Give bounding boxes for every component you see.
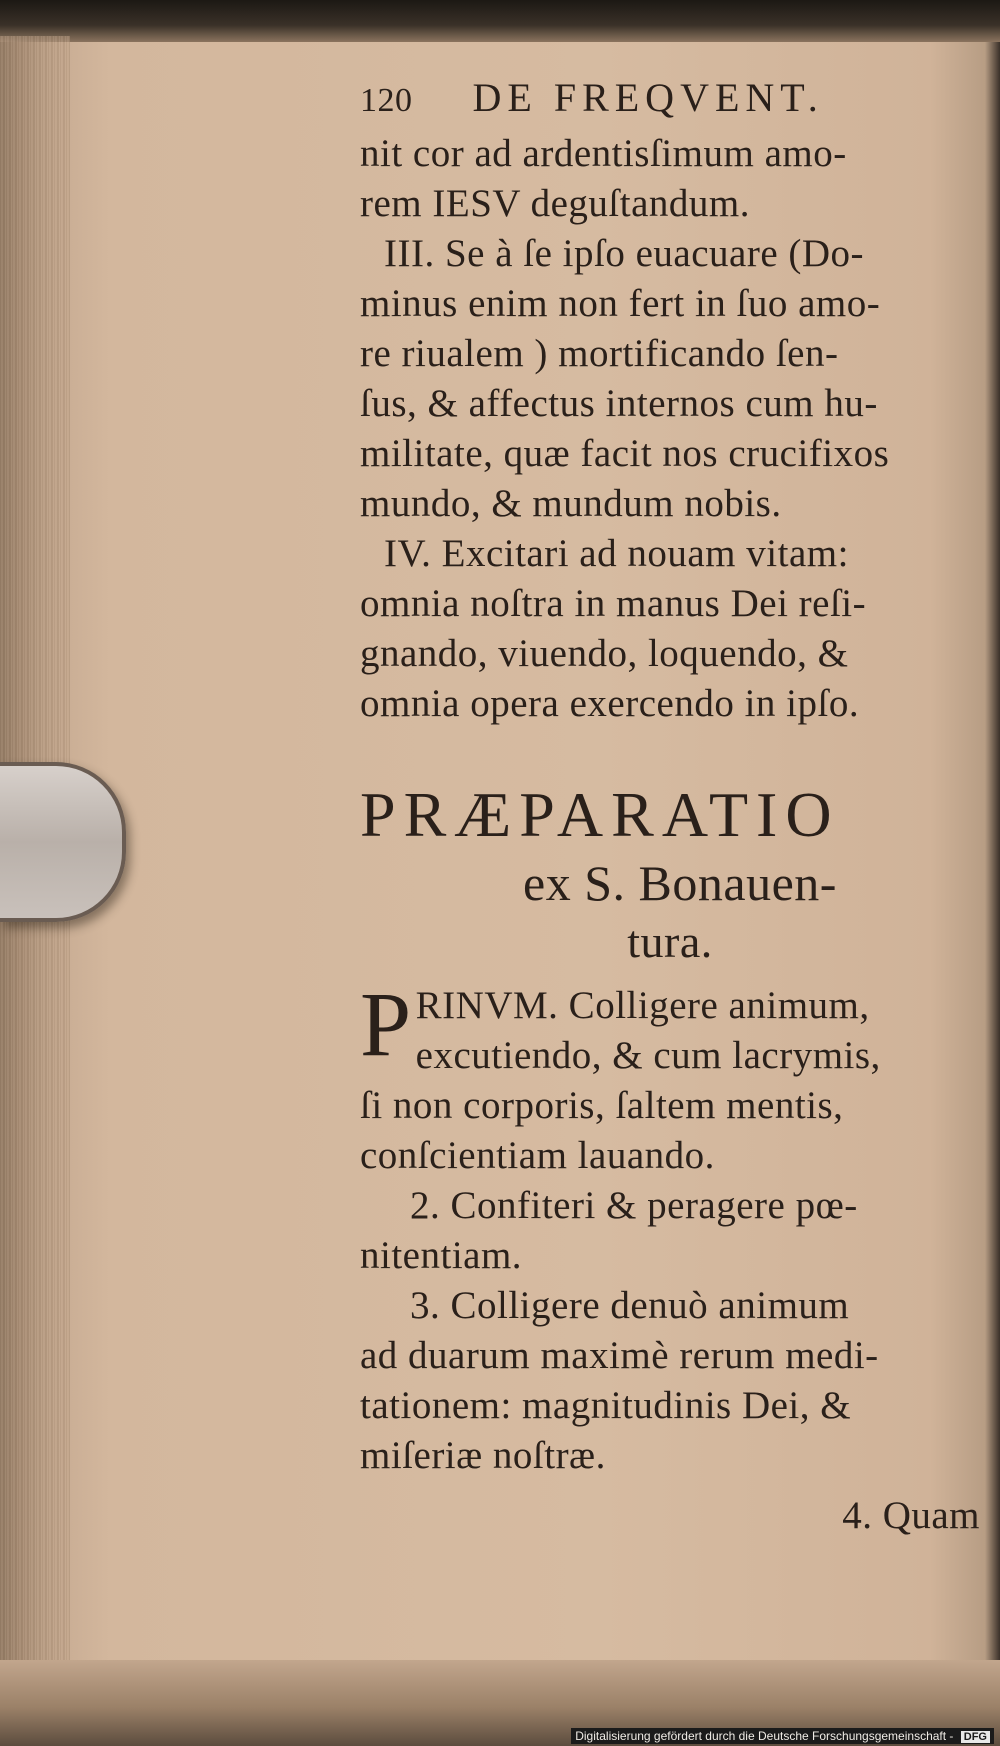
text-line: III. Se à ſe ipſo euacuare (Do- bbox=[384, 232, 865, 275]
text-line: excutiendo, & cum lacrymis, bbox=[415, 1034, 881, 1077]
running-head bbox=[360, 70, 980, 129]
credit-text: Digitalisierung gefördert durch die Deutsche Forschungsgemeinschaft - bbox=[575, 1729, 954, 1743]
text-line: militate, quæ facit nos crucifixos bbox=[360, 432, 890, 475]
text-line: 3. Colligere denuò animum bbox=[410, 1284, 850, 1327]
text-line: gnando, viuendo, loquendo, & bbox=[360, 632, 849, 675]
text-line: conſcientiam lauando. bbox=[360, 1134, 715, 1177]
section-subheading-cont: tura. bbox=[627, 916, 713, 967]
text-line: omnia noſtra in manus Dei reſi- bbox=[360, 582, 867, 625]
section-iii bbox=[360, 229, 980, 529]
text-line: 2. Confiteri & peragere pœ- bbox=[410, 1184, 858, 1227]
item-2 bbox=[360, 1181, 980, 1281]
text-line: omnia opera exercendo in ipſo. bbox=[360, 682, 860, 725]
text-line: mundo, & mundum nobis. bbox=[360, 482, 782, 525]
catchword: 4. Quam bbox=[842, 1494, 980, 1537]
primum-paragraph bbox=[360, 973, 980, 1181]
text-line: re riualem ) mortificando ſen- bbox=[360, 332, 839, 375]
text-line: RINVM. Colligere animum, bbox=[415, 984, 870, 1027]
text-line: minus enim non fert in ſuo amo- bbox=[360, 282, 881, 325]
text-line: miſeriæ noſtræ. bbox=[360, 1434, 606, 1477]
text-line: nitentiam. bbox=[360, 1234, 523, 1277]
page-number: 120 bbox=[360, 82, 413, 119]
text-line: ad duarum maximè rerum medi- bbox=[360, 1334, 879, 1377]
running-title: DE FREQVENT. bbox=[472, 75, 824, 120]
page-text-block bbox=[360, 70, 980, 1541]
text-line: IV. Excitari ad nouam vitam: bbox=[384, 532, 849, 575]
text-line: nit cor ad ardentisſimum amo- bbox=[360, 132, 847, 175]
section-heading: PRÆPARATIO bbox=[360, 779, 840, 850]
section-subheading: ex S. Bonauen- bbox=[523, 855, 837, 911]
dfg-logo: DFG bbox=[961, 1731, 990, 1743]
item-3 bbox=[360, 1281, 980, 1481]
book-clasp bbox=[0, 762, 126, 922]
book-top-edge bbox=[0, 0, 1000, 42]
text-line: tationem: magnitudinis Dei, & bbox=[360, 1384, 852, 1427]
text-line: rem IESV deguſtandum. bbox=[360, 182, 750, 225]
drop-cap-initial: P bbox=[360, 973, 412, 1075]
section-iv bbox=[360, 529, 980, 729]
continuation-text bbox=[360, 129, 980, 229]
digitization-credit bbox=[571, 1728, 994, 1744]
text-line: ſi non corporis, ſaltem mentis, bbox=[360, 1084, 844, 1127]
text-line: ſus, & affectus internos cum hu- bbox=[360, 382, 878, 425]
